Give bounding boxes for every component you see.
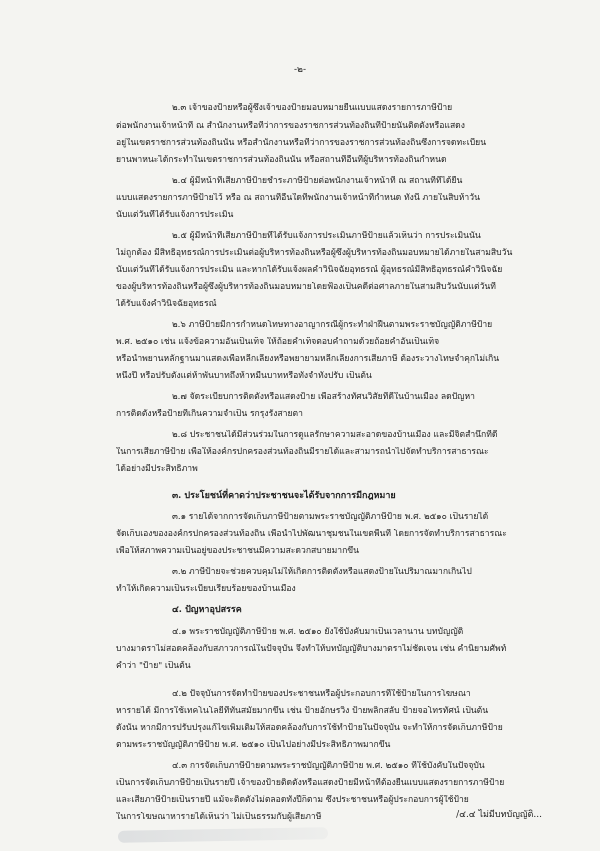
text-line: ๒.๗ จัดระเบียบการติดตั้งหรือแสดงป้าย เพื่อสร้างทัศนวิสัยที่ดีในบ้านเมือง ลดปัญหา [172,392,475,402]
text-line: ได้อย่างมีประสิทธิภาพ [116,464,198,474]
text-line: ในการโฆษณาหารายได้เห็นว่า ไม่เป็นธรรมกับผู้เสียภาษี [116,812,322,822]
text-line: อยู่ในเขตราชการส่วนท้องถิ่นนั้น หรือสำนักงานหรือที่ว่าการของราชการส่วนท้องถิ่นซึ่งการจดทะเบียน [116,138,487,148]
text-line: เป็นการจัดเก็บภาษีป้ายเป็นรายปี เจ้าของป้ายติดตั้งหรือแสดงป้ายมีหน้าที่ต้องยื่นแบบแสดงรายการภาษีป้าย [116,778,505,788]
scan-smudge [118,827,328,843]
text-line: หรือนำพยานหลักฐานมาแสดงเพื่อหลีกเลี่ยงหรือพยายามหลีกเลี่ยงการเสียภาษี ต้องระวางโทษจำคุกไม่เกิน [116,354,500,364]
section-heading: ๓. ประโยชน์ที่คาดว่าประชาชนจะได้รับจากการมีกฎหมาย [172,491,396,501]
text-line: ยานพาหนะได้กระทำในเขตราชการส่วนท้องถิ่นนั้น หรือสถานที่อื่นที่ผู้บริหารท้องถิ่นกำหนด [116,155,447,165]
text-line: หนึ่งปี หรือปรับตั้งแต่ห้าพันบาทถึงห้าหมื่นบาทหรือทั้งจำทั้งปรับ เป็นต้น [116,371,372,381]
text-line: ดังนั้น หากมีการปรับปรุงแก้ไขเพิ่มเติมให้สอดคล้องกับการใช้ทำป้ายในปัจจุบัน จะทำให้การจัดเก็บภาษีป้าย [116,723,503,733]
text-line: ๒.๕ ผู้มีหน้าที่เสียภาษีป้ายที่ได้รับแจ้งการประเมินภาษีป้ายแล้วเห็นว่า การประเมินนั้น [172,231,481,241]
page-number: -๒- [293,65,306,75]
text-line: และเสียภาษีป้ายเป็นรายปี แม้จะติดตั้งไม่ตลอดทั้งปีก็ตาม ซึ่งประชาชนหรือผู้ประกอบการผู้ใช้ป้าย [116,795,469,805]
text-line: จัดเก็บเองขององค์กรปกครองส่วนท้องถิ่น เพื่อนำไปพัฒนาชุมชนในเขตพื้นที่ โดยการจัดทำบริการสาธารณะ [116,529,507,539]
text-line: ได้รับแจ้งคำวินิจฉัยอุทธรณ์ [116,299,217,309]
text-line: บางมาตราไม่สอดคล้องกับสภาวการณ์ในปัจจุบัน จึงทำให้บทบัญญัติบางมาตราไม่ชัดเจน เช่น คำนิยามศัพท์ [116,644,507,654]
text-line: ๓.๑ รายได้จากการจัดเก็บภาษีป้ายตามพระราชบัญญัติภาษีป้าย พ.ศ. ๒๕๑๐ เป็นรายได้ [172,512,489,522]
text-line: เพื่อให้สภาพความเป็นอยู่ของประชาชนมีความสะดวกสบายมากขึ้น [116,546,360,556]
text-line: ของผู้บริหารท้องถิ่นหรือผู้ซึ่งผู้บริหารท้องถิ่นมอบหมายโดยฟ้องเป็นคดีต่อศาลภายในสามสิบวันนับแต่วันที่ [116,282,496,292]
text-line: ๒.๘ ประชาชนได้มีส่วนร่วมในการดูแลรักษาความสะอาดของบ้านเมือง และมีจิตสำนึกที่ดี [172,430,498,440]
text-line: ต่อพนักงานเจ้าหน้าที่ ณ สำนักงานหรือที่ว่าการของราชการส่วนท้องถิ่นที่ป้ายนั้นติดตั้งหรือแสดง [116,121,465,131]
text-line: พ.ศ. ๒๕๑๐ เช่น แจ้งข้อความอันเป็นเท็จ ให้ถ้อยคำเท็จตอบคำถามด้วยถ้อยคำอันเป็นเท็จ [116,337,440,347]
section-heading: ๔. ปัญหาอุปสรรค [172,605,242,615]
text-line: ๔.๓ การจัดเก็บภาษีป้ายตามพระราชบัญญัติภาษีป้าย พ.ศ. ๒๕๑๐ ที่ใช้บังคับในปัจจุบัน [172,761,485,771]
text-line: หารายได้ มีการใช้เทคโนโลยีที่ทันสมัยมากขึ้น เช่น ป้ายอักษรวิ่ง ป้ายพลิกสลับ ป้ายจอโทรทัศน์ เป็นต้น [116,706,489,716]
text-line: ๒.๔ ผู้มีหน้าที่เสียภาษีป้ายชำระภาษีป้ายต่อพนักงานเจ้าหน้าที่ ณ สถานที่ที่ได้ยื่น [172,176,463,186]
text-line: ๓.๒ ภาษีป้ายจะช่วยควบคุมไม่ให้เกิดการติดตั้งหรือแสดงป้ายในปริมาณมากเกินไป [172,567,472,577]
text-line: ตามพระราชบัญญัติภาษีป้าย พ.ศ. ๒๕๑๐ เป็นไปอย่างมีประสิทธิภาพมากขึ้น [116,740,391,750]
text-line: ๒.๓ เจ้าของป้ายหรือผู้ซึ่งเจ้าของป้ายมอบหมายยื่นแบบแสดงรายการภาษีป้าย [172,103,453,113]
text-line: ทำให้เกิดความเป็นระเบียบเรียบร้อยของบ้านเมือง [116,584,296,594]
text-line: คำว่า "ป้าย" เป็นต้น [116,661,191,671]
text-line: แบบแสดงรายการภาษีป้ายไว้ หรือ ณ สถานที่อื่นใดที่พนักงานเจ้าหน้าที่กำหนด ทั้งนี้ ภายในสิบห้าวัน [116,193,480,203]
text-line: ๔.๒ ปัจจุบันการจัดทำป้ายของประชาชนหรือผู้ประกอบการที่ใช้ป้ายในการโฆษณา [172,689,471,699]
continuation-note: /๔.๔ ไม่มีบทบัญญัติ... [456,810,542,820]
text-line: การติดตั้งหรือป้ายที่เกินความจำเป็น รกรุงรังสายตา [116,409,303,419]
text-line: ๒.๖ ภาษีป้ายมีการกำหนดโทษทางอาญากรณีผู้กระทำฝ่าฝืนตามพระราชบัญญัติภาษีป้าย [172,320,493,330]
text-line: ๔.๑ พระราชบัญญัติภาษีป้าย พ.ศ. ๒๕๑๐ ยังใช้บังคับมาเป็นเวลานาน บทบัญญัติ [172,627,464,637]
text-line: นับแต่วันที่ได้รับแจ้งการประเมิน [116,210,234,220]
text-line: ในการเสียภาษีป้าย เพื่อให้องค์กรปกครองส่วนท้องถิ่นมีรายได้และสามารถนำไปจัดทำบริการสาธารณะ [116,447,489,457]
text-line: นับแต่วันที่ได้รับแจ้งการประเมิน และหากได้รับแจ้งผลคำวินิจฉัยอุทธรณ์ ผู้อุทธรณ์มีสิทธิอุทธรณ์คำวินิจฉัย [116,265,503,275]
text-line: ไม่ถูกต้อง มีสิทธิอุทธรณ์การประเมินต่อผู้บริหารท้องถิ่นหรือผู้ซึ่งผู้บริหารท้องถิ่นมอบหมายได้ภายในสามสิบวัน [116,248,513,258]
